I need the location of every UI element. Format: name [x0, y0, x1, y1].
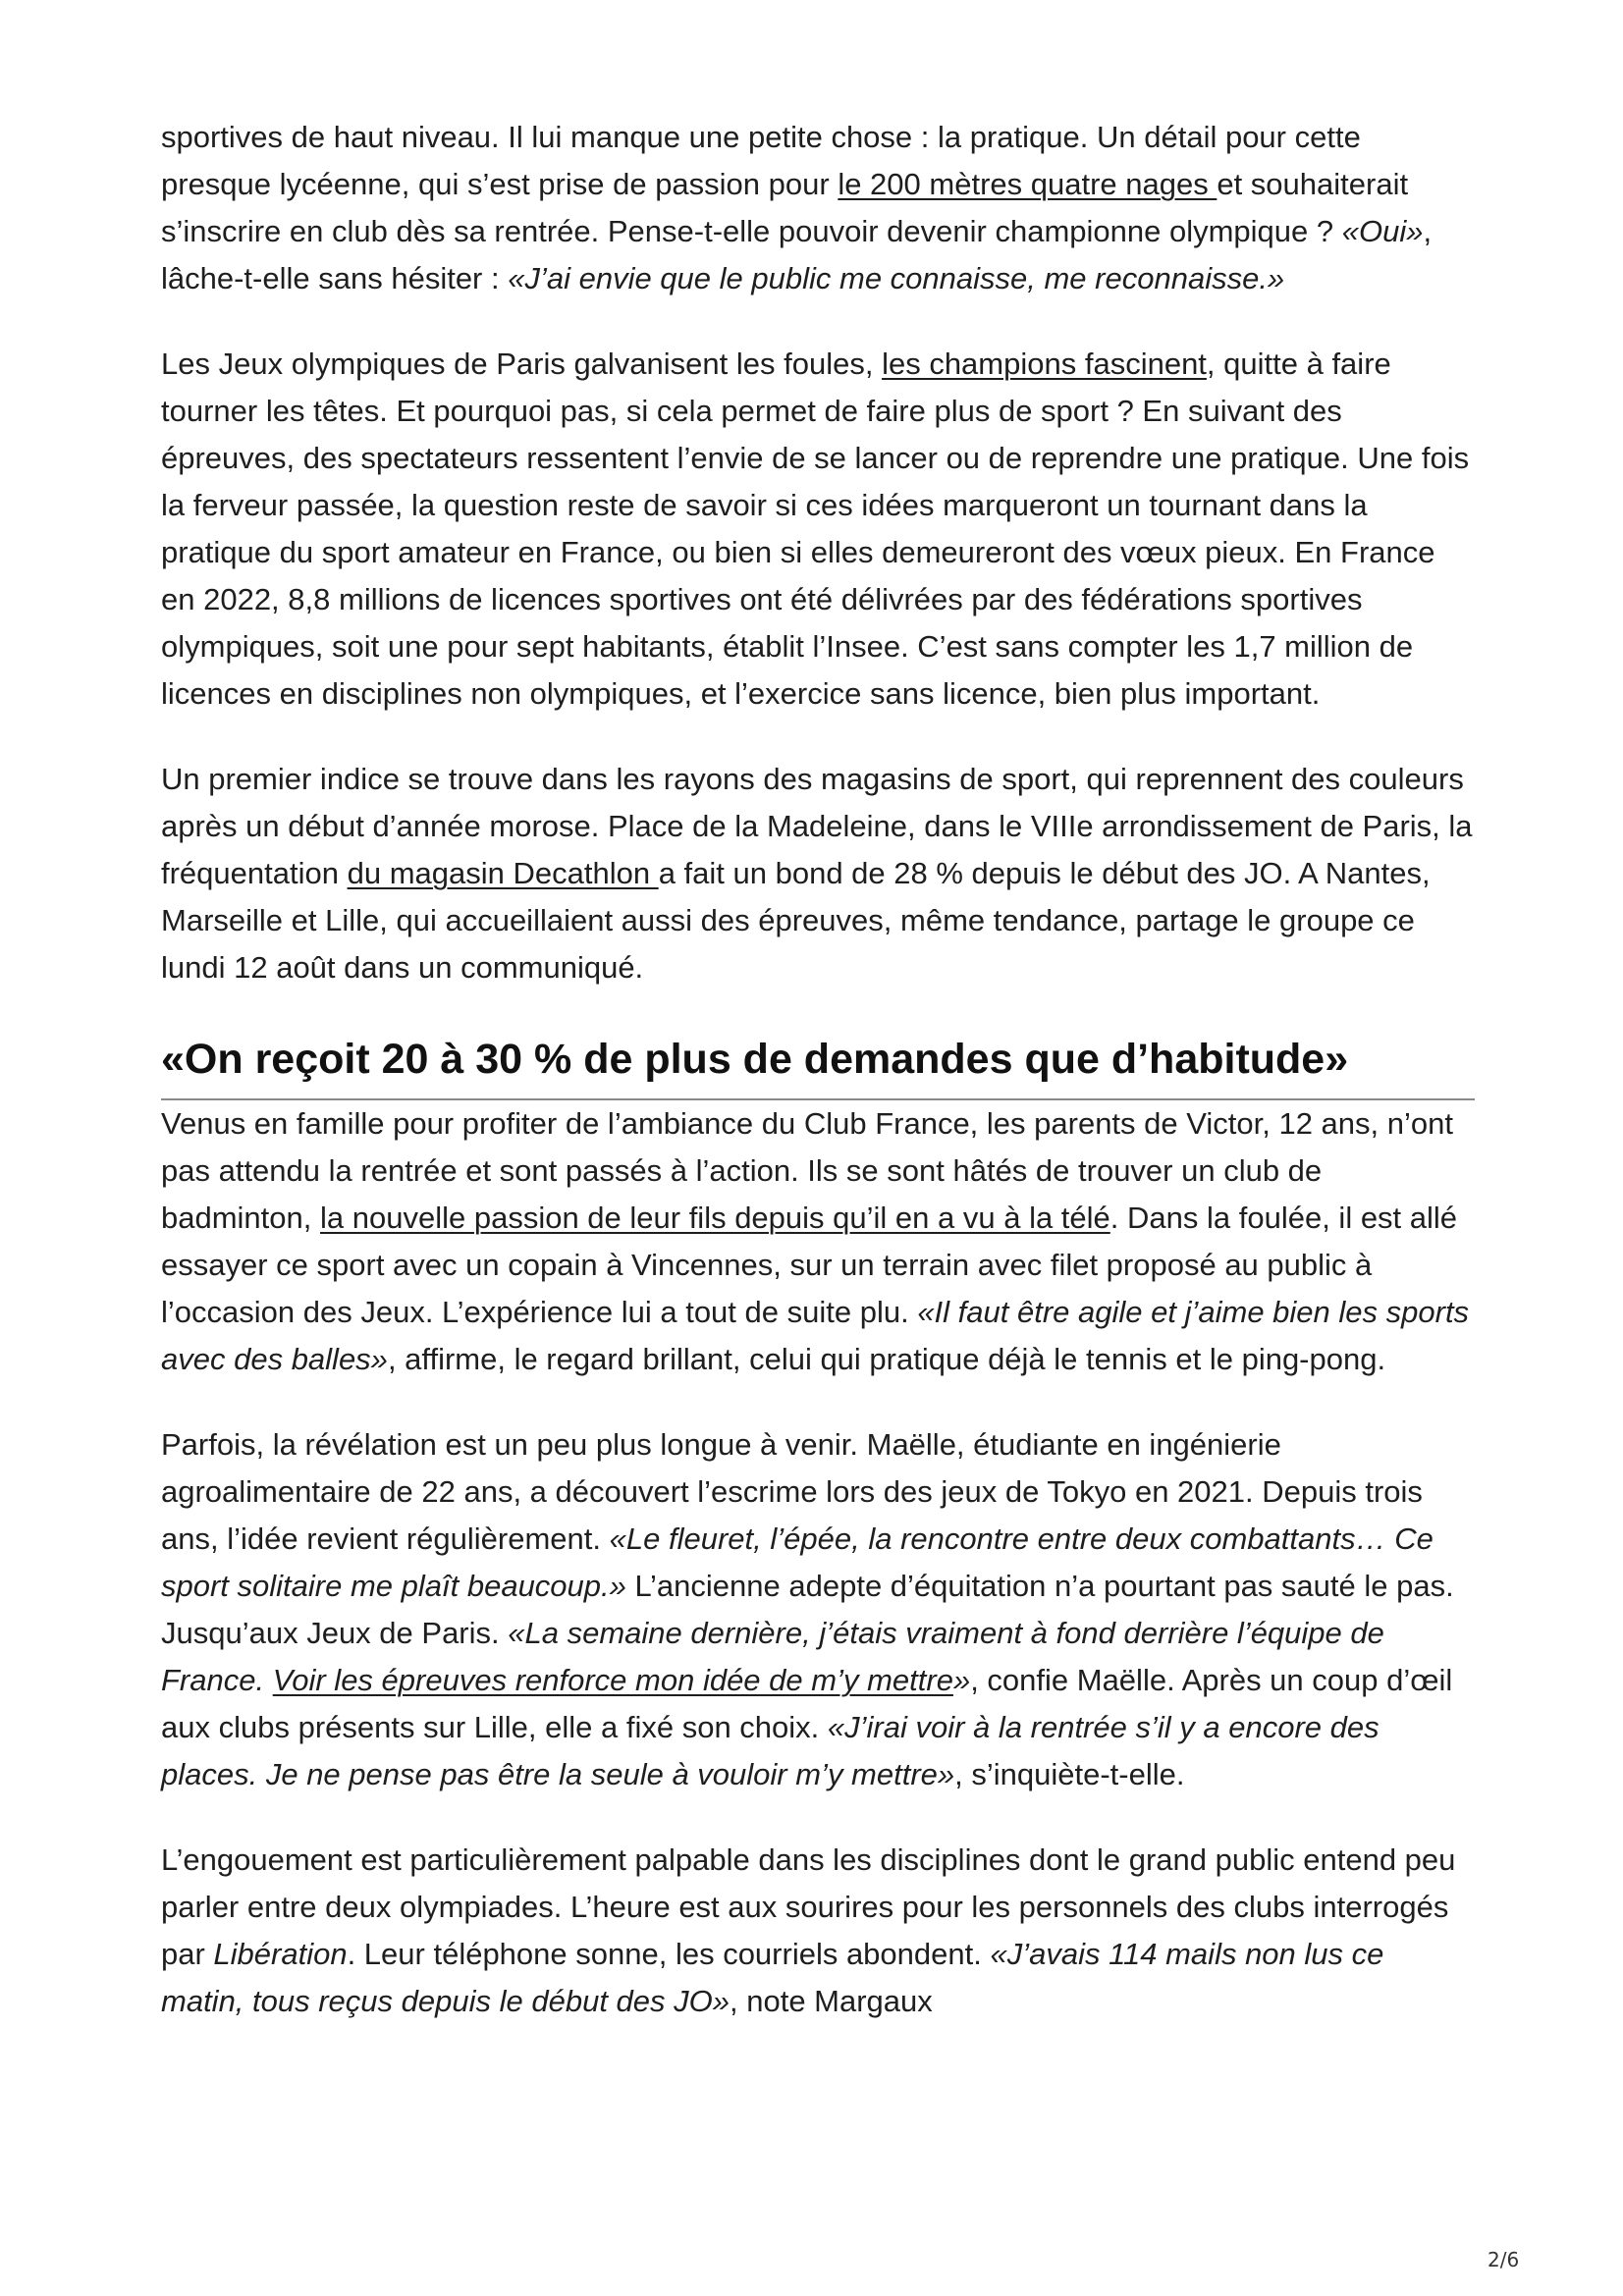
body-text: , note Margaux — [730, 1984, 933, 2018]
body-text: , affirme, le regard brillant, celui qui pratique déjà le tennis et le ping-pong. — [387, 1342, 1386, 1376]
body-text: , lâche-t-elle sans hésiter : — [161, 214, 1433, 295]
inline-link[interactable]: du magasin Decathlon — [347, 856, 659, 890]
inline-link[interactable]: les champions fascinent — [882, 347, 1207, 381]
body-text: . Dans la foulée, il est allé essayer ce sport avec un copain à Vincennes, sur un terrain avec filet proposé au public à l’occasion des Jeux. L’expérience lui a tout de suite plu. — [161, 1201, 1458, 1329]
article-body-bottom — [161, 1100, 1475, 2025]
body-text: . Leur téléphone sonne, les courriels abondent. — [347, 1937, 991, 1971]
quote-text: «J’ai envie que le public me connaisse, me reconnaisse.» — [508, 261, 1285, 295]
body-text: Parfois, la révélation est un peu plus longue à venir. Maëlle, étudiante en ingénierie agroalimentaire de 22 ans, a découvert l’escrime lors des jeux de Tokyo en 2021. Depuis trois ans, l’idée revient régulièrement. — [161, 1427, 1423, 1556]
quote-text: » — [952, 1663, 971, 1697]
body-text: sportives de haut niveau. Il lui manque une petite chose : la pratique. Un détail pour cette presque lycéenne, qui s’est prise de passion pour — [161, 120, 1361, 201]
paragraph-6 — [161, 1837, 1475, 2025]
body-text: L’ancienne adepte d’équitation n’a pourtant pas sauté le pas. Jusqu’aux Jeux de Paris. — [161, 1569, 1454, 1650]
page-number: 2/6 — [1488, 2248, 1520, 2271]
paragraph-4 — [161, 1100, 1475, 1383]
body-text: , quitte à faire tourner les têtes. Et pourquoi pas, si cela permet de faire plus de sport ? En suivant des épreuves, des spectateurs ressentent l’envie de se lancer ou de reprendre une pratique. Une fois la ferveur passée, la question reste de savoir si ces idées marqueront un tournant dans la pratique du sport amateur en France, ou bien si elles demeureront des vœux pieux. En France en 2022, 8,8 millions de licences sportives ont été délivrées par des fédérations sportives olympiques, soit une pour sept habitants, établit l’Insee. C’est sans compter les 1,7 million de licences en disciplines non olympiques, et l’exercice sans licence, bien plus important. — [161, 347, 1470, 711]
quote-text: «Le fleuret, l’épée, la rencontre entre deux combattants… Ce sport solitaire me plaît beaucoup.» — [161, 1522, 1434, 1603]
section-heading: «On reçoit 20 à 30 % de plus de demandes que d’habitude» — [161, 1030, 1475, 1100]
paragraph-1 — [161, 114, 1475, 302]
quote-text: «La semaine dernière, j’étais vraiment à fond derrière l’équipe de France. — [161, 1616, 1384, 1697]
article-page — [161, 114, 1475, 2063]
body-text: , s’inquiète-t-elle. — [954, 1757, 1185, 1791]
body-text: Un premier indice se trouve dans les rayons des magasins de sport, qui reprennent des couleurs après un début d’année morose. Place de la Madeleine, dans le VIIIe arrondissement de Paris, la fréquentation — [161, 762, 1473, 890]
body-text: L’engouement est particulièrement palpable dans les disciplines dont le grand public entend peu parler entre deux olympiades. L’heure est aux sourires pour les personnels des clubs interrogés par — [161, 1842, 1456, 1971]
article-body-top — [161, 114, 1475, 991]
body-text: et souhaiterait s’inscrire en club dès sa rentrée. Pense-t-elle pouvoir devenir championne olympique ? — [161, 167, 1409, 248]
paragraph-2 — [161, 341, 1475, 718]
paragraph-3 — [161, 756, 1475, 991]
body-text: , confie Maëlle. Après un coup d’œil aux clubs présents sur Lille, elle a fixé son choix. — [161, 1663, 1453, 1744]
quote-text: «Il faut être agile et j’aime bien les sports avec des balles» — [161, 1295, 1470, 1376]
quote-text: «Oui» — [1341, 214, 1424, 248]
paragraph-5 — [161, 1421, 1475, 1798]
body-text: Venus en famille pour profiter de l’ambiance du Club France, les parents de Victor, 12 ans, n’ont pas attendu la rentrée et sont passés à l’action. Ils se sont hâtés de trouver un club de badminton, — [161, 1106, 1453, 1235]
quote-text: «J’irai voir à la rentrée s’il y a encore des places. Je ne pense pas être la seule à vouloir m’y mettre» — [161, 1710, 1380, 1791]
inline-link[interactable]: Voir les épreuves renforce mon idée de m’y mettre — [272, 1663, 953, 1697]
body-text: a fait un bond de 28 % depuis le début des JO. A Nantes, Marseille et Lille, qui accueillaient aussi des épreuves, même tendance, partage le groupe ce lundi 12 août dans un communiqué. — [161, 856, 1431, 985]
quote-text: «J’avais 114 mails non lus ce matin, tous reçus depuis le début des JO» — [161, 1937, 1384, 2018]
inline-link[interactable]: le 200 mètres quatre nages — [838, 167, 1217, 201]
quote-text: Libération — [213, 1937, 348, 1971]
body-text: Les Jeux olympiques de Paris galvanisent les foules, — [161, 347, 883, 381]
inline-link[interactable]: la nouvelle passion de leur fils depuis qu’il en a vu à la télé — [320, 1201, 1110, 1235]
